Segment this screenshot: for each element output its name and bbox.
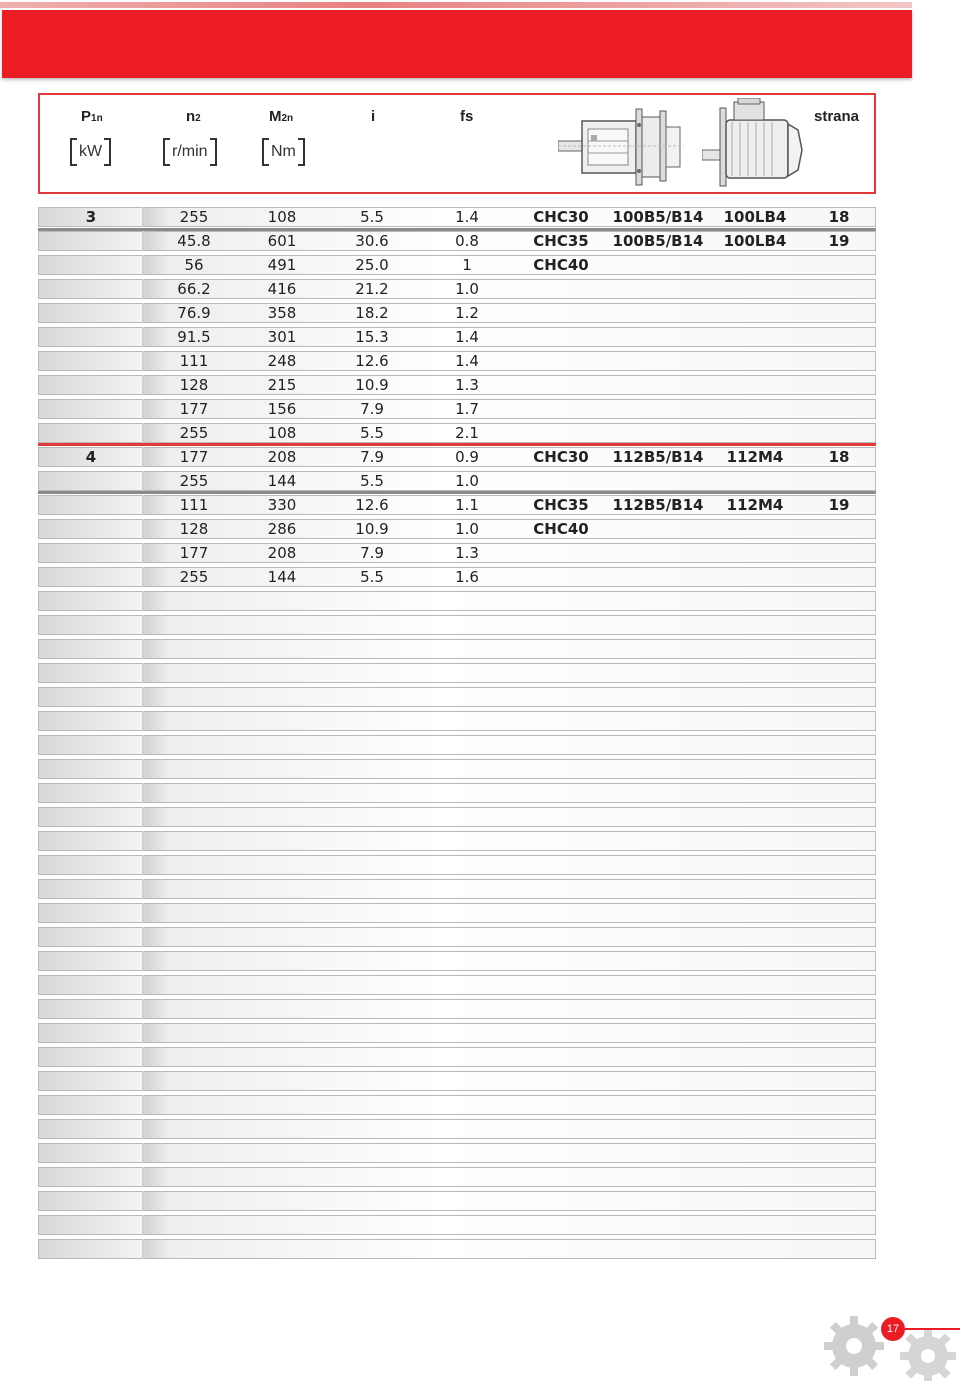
table-row bbox=[38, 231, 876, 251]
empty-table-row bbox=[38, 1167, 876, 1187]
cell-speed: 255 bbox=[179, 208, 209, 226]
cell-torque: 208 bbox=[267, 544, 297, 562]
column-separator bbox=[142, 879, 144, 899]
empty-table-row bbox=[38, 711, 876, 731]
cell-motor: 112M4 bbox=[726, 448, 784, 466]
column-separator bbox=[142, 615, 144, 635]
cell-power bbox=[41, 520, 141, 538]
table-row bbox=[38, 375, 876, 395]
header-p1n: P1n bbox=[81, 108, 103, 125]
column-separator bbox=[142, 1095, 144, 1115]
table-row bbox=[38, 399, 876, 419]
table-row bbox=[38, 255, 876, 275]
column-separator bbox=[142, 1119, 144, 1139]
cell-torque: 208 bbox=[267, 448, 297, 466]
cell-ratio: 5.5 bbox=[360, 472, 384, 490]
cell-speed: 128 bbox=[179, 376, 209, 394]
table-row bbox=[38, 567, 876, 587]
cell-speed: 91.5 bbox=[177, 328, 211, 346]
table-row bbox=[38, 423, 876, 443]
cell-torque: 416 bbox=[267, 280, 297, 298]
table-row bbox=[38, 303, 876, 323]
column-separator bbox=[142, 807, 144, 827]
column-separator bbox=[142, 855, 144, 875]
cell-power bbox=[41, 352, 141, 370]
cell-page bbox=[789, 568, 889, 586]
cell-flange bbox=[608, 400, 708, 418]
column-separator bbox=[142, 951, 144, 971]
cell-speed: 56 bbox=[184, 256, 204, 274]
empty-table-row bbox=[38, 1023, 876, 1043]
cell-speed: 255 bbox=[179, 472, 209, 490]
cell-page: 18 bbox=[828, 208, 850, 226]
column-separator bbox=[142, 1143, 144, 1163]
cell-torque: 248 bbox=[267, 352, 297, 370]
cell-torque: 358 bbox=[267, 304, 297, 322]
empty-table-row bbox=[38, 1239, 876, 1259]
empty-table-row bbox=[38, 855, 876, 875]
column-separator bbox=[142, 1047, 144, 1067]
cell-page bbox=[789, 352, 889, 370]
cell-service-factor: 1.1 bbox=[455, 496, 479, 514]
cell-ratio: 7.9 bbox=[360, 544, 384, 562]
cell-ratio: 7.9 bbox=[360, 400, 384, 418]
cell-flange bbox=[608, 352, 708, 370]
cell-service-factor: 1 bbox=[462, 256, 472, 274]
cell-power bbox=[41, 232, 141, 250]
cell-power: 4 bbox=[85, 448, 97, 466]
cell-ratio: 10.9 bbox=[355, 520, 389, 538]
unit-nm: Nm bbox=[262, 138, 305, 166]
table-row bbox=[38, 447, 876, 467]
cell-gearbox-type: CHC35 bbox=[533, 232, 589, 250]
table-row bbox=[38, 543, 876, 563]
cell-gearbox-type bbox=[511, 568, 611, 586]
cell-power: 3 bbox=[85, 208, 97, 226]
cell-power bbox=[41, 568, 141, 586]
cell-page bbox=[789, 472, 889, 490]
cell-power bbox=[41, 304, 141, 322]
cell-page bbox=[789, 304, 889, 322]
header-banner bbox=[2, 10, 912, 78]
gearbox-drawing-icon bbox=[558, 101, 684, 187]
cell-torque: 144 bbox=[267, 568, 297, 586]
column-separator bbox=[142, 1239, 144, 1259]
group-divider bbox=[38, 228, 876, 231]
empty-table-row bbox=[38, 951, 876, 971]
column-separator bbox=[142, 1215, 144, 1235]
cell-ratio: 7.9 bbox=[360, 448, 384, 466]
cell-flange bbox=[608, 304, 708, 322]
column-separator bbox=[142, 903, 144, 923]
cell-service-factor: 2.1 bbox=[455, 424, 479, 442]
column-separator bbox=[142, 591, 144, 611]
column-separator bbox=[142, 639, 144, 659]
cell-service-factor: 1.0 bbox=[455, 520, 479, 538]
cell-flange bbox=[608, 280, 708, 298]
cell-service-factor: 1.4 bbox=[455, 328, 479, 346]
cell-gearbox-type bbox=[511, 376, 611, 394]
column-separator bbox=[142, 783, 144, 803]
table-row bbox=[38, 519, 876, 539]
cell-power bbox=[41, 472, 141, 490]
cell-power bbox=[41, 496, 141, 514]
header-m2n: M2n bbox=[269, 108, 294, 125]
page-number-line bbox=[905, 1328, 960, 1330]
cell-speed: 177 bbox=[179, 544, 209, 562]
cell-speed: 76.9 bbox=[177, 304, 211, 322]
cell-power bbox=[41, 544, 141, 562]
cell-ratio: 21.2 bbox=[355, 280, 389, 298]
table-row bbox=[38, 471, 876, 491]
unit-rmin: r/min bbox=[163, 138, 217, 166]
cell-flange bbox=[608, 328, 708, 346]
cell-service-factor: 1.0 bbox=[455, 280, 479, 298]
cell-power bbox=[41, 424, 141, 442]
cell-flange bbox=[608, 544, 708, 562]
cell-page bbox=[789, 400, 889, 418]
cell-page bbox=[789, 376, 889, 394]
cell-page bbox=[789, 256, 889, 274]
cell-flange bbox=[608, 376, 708, 394]
table-row bbox=[38, 351, 876, 371]
empty-table-row bbox=[38, 1119, 876, 1139]
cell-flange: 112B5/B14 bbox=[612, 448, 704, 466]
cell-ratio: 30.6 bbox=[355, 232, 389, 250]
cell-power bbox=[41, 280, 141, 298]
cell-gearbox-type bbox=[511, 352, 611, 370]
table-row bbox=[38, 279, 876, 299]
cell-page: 19 bbox=[828, 496, 850, 514]
empty-table-row bbox=[38, 1095, 876, 1115]
motor-drawing-icon bbox=[702, 98, 806, 188]
cell-ratio: 12.6 bbox=[355, 496, 389, 514]
column-separator bbox=[142, 1071, 144, 1091]
table-row bbox=[38, 495, 876, 515]
cell-motor: 100LB4 bbox=[723, 232, 787, 250]
cell-gearbox-type: CHC30 bbox=[533, 208, 589, 226]
cell-page: 19 bbox=[828, 232, 850, 250]
cell-gearbox-type bbox=[511, 424, 611, 442]
cell-torque: 491 bbox=[267, 256, 297, 274]
cell-speed: 45.8 bbox=[177, 232, 211, 250]
cell-gearbox-type bbox=[511, 328, 611, 346]
cell-service-factor: 1.6 bbox=[455, 568, 479, 586]
group-divider bbox=[38, 491, 876, 494]
empty-table-row bbox=[38, 927, 876, 947]
column-separator bbox=[142, 663, 144, 683]
cell-gearbox-type: CHC35 bbox=[533, 496, 589, 514]
empty-table-row bbox=[38, 687, 876, 707]
cell-flange bbox=[608, 256, 708, 274]
empty-table-row bbox=[38, 1191, 876, 1211]
table-header bbox=[38, 93, 876, 194]
cell-page bbox=[789, 280, 889, 298]
column-separator bbox=[142, 999, 144, 1019]
empty-table-row bbox=[38, 879, 876, 899]
cell-flange bbox=[608, 472, 708, 490]
cell-torque: 215 bbox=[267, 376, 297, 394]
empty-table-row bbox=[38, 1143, 876, 1163]
cell-speed: 111 bbox=[179, 352, 209, 370]
cell-speed: 177 bbox=[179, 448, 209, 466]
cell-flange: 112B5/B14 bbox=[612, 496, 704, 514]
cell-torque: 601 bbox=[267, 232, 297, 250]
cell-power bbox=[41, 400, 141, 418]
column-separator bbox=[142, 927, 144, 947]
cell-speed: 177 bbox=[179, 400, 209, 418]
empty-table-row bbox=[38, 807, 876, 827]
cell-power bbox=[41, 376, 141, 394]
empty-table-row bbox=[38, 1071, 876, 1091]
cell-ratio: 5.5 bbox=[360, 424, 384, 442]
empty-table-row bbox=[38, 615, 876, 635]
cell-gearbox-type: CHC40 bbox=[533, 520, 589, 538]
header-fs: fs bbox=[460, 108, 474, 125]
cell-flange bbox=[608, 520, 708, 538]
table-row bbox=[38, 207, 876, 227]
cell-speed: 255 bbox=[179, 424, 209, 442]
empty-table-row bbox=[38, 1215, 876, 1235]
cell-ratio: 5.5 bbox=[360, 568, 384, 586]
page-number: 17 bbox=[881, 1317, 905, 1341]
cell-gearbox-type bbox=[511, 280, 611, 298]
column-separator bbox=[142, 735, 144, 755]
column-separator bbox=[142, 1023, 144, 1043]
cell-power bbox=[41, 256, 141, 274]
cell-service-factor: 1.7 bbox=[455, 400, 479, 418]
cell-flange bbox=[608, 568, 708, 586]
cell-speed: 255 bbox=[179, 568, 209, 586]
header-strana: strana bbox=[814, 108, 860, 125]
cell-gearbox-type: CHC40 bbox=[533, 256, 589, 274]
empty-table-row bbox=[38, 783, 876, 803]
table-row bbox=[38, 327, 876, 347]
empty-table-row bbox=[38, 639, 876, 659]
cell-torque: 108 bbox=[267, 208, 297, 226]
header-i: i bbox=[371, 108, 376, 125]
column-separator bbox=[142, 687, 144, 707]
cell-service-factor: 0.8 bbox=[455, 232, 479, 250]
cell-torque: 330 bbox=[267, 496, 297, 514]
empty-table-row bbox=[38, 663, 876, 683]
column-separator bbox=[142, 1191, 144, 1211]
cell-page bbox=[789, 328, 889, 346]
empty-table-row bbox=[38, 1047, 876, 1067]
cell-speed: 111 bbox=[179, 496, 209, 514]
cell-service-factor: 1.3 bbox=[455, 544, 479, 562]
cell-flange: 100B5/B14 bbox=[612, 232, 704, 250]
group-divider bbox=[38, 443, 876, 446]
unit-kw: kW bbox=[70, 138, 111, 166]
cell-torque: 156 bbox=[267, 400, 297, 418]
empty-table-row bbox=[38, 735, 876, 755]
column-separator bbox=[142, 975, 144, 995]
column-separator bbox=[142, 831, 144, 851]
empty-table-row bbox=[38, 999, 876, 1019]
cell-motor: 100LB4 bbox=[723, 208, 787, 226]
cell-ratio: 12.6 bbox=[355, 352, 389, 370]
cell-gearbox-type bbox=[511, 400, 611, 418]
cell-torque: 301 bbox=[267, 328, 297, 346]
cell-service-factor: 1.4 bbox=[455, 208, 479, 226]
cell-speed: 66.2 bbox=[177, 280, 211, 298]
column-separator bbox=[142, 759, 144, 779]
empty-table-row bbox=[38, 591, 876, 611]
cell-service-factor: 1.2 bbox=[455, 304, 479, 322]
cell-gearbox-type bbox=[511, 472, 611, 490]
cell-torque: 286 bbox=[267, 520, 297, 538]
cell-service-factor: 1.3 bbox=[455, 376, 479, 394]
column-separator bbox=[142, 711, 144, 731]
cell-ratio: 18.2 bbox=[355, 304, 389, 322]
cell-flange bbox=[608, 424, 708, 442]
cell-page bbox=[789, 424, 889, 442]
cell-motor: 112M4 bbox=[726, 496, 784, 514]
empty-table-row bbox=[38, 975, 876, 995]
cell-torque: 144 bbox=[267, 472, 297, 490]
cell-ratio: 25.0 bbox=[355, 256, 389, 274]
cell-service-factor: 1.0 bbox=[455, 472, 479, 490]
cell-ratio: 5.5 bbox=[360, 208, 384, 226]
cell-torque: 108 bbox=[267, 424, 297, 442]
cell-ratio: 15.3 bbox=[355, 328, 389, 346]
cell-power bbox=[41, 328, 141, 346]
cell-service-factor: 0.9 bbox=[455, 448, 479, 466]
empty-table-row bbox=[38, 903, 876, 923]
cell-ratio: 10.9 bbox=[355, 376, 389, 394]
cell-gearbox-type: CHC30 bbox=[533, 448, 589, 466]
empty-table-row bbox=[38, 831, 876, 851]
cell-speed: 128 bbox=[179, 520, 209, 538]
cell-gearbox-type bbox=[511, 544, 611, 562]
cell-gearbox-type bbox=[511, 304, 611, 322]
top-accent-line bbox=[0, 2, 912, 8]
empty-table-row bbox=[38, 759, 876, 779]
cell-flange: 100B5/B14 bbox=[612, 208, 704, 226]
cell-page bbox=[789, 520, 889, 538]
cell-service-factor: 1.4 bbox=[455, 352, 479, 370]
column-separator bbox=[142, 1167, 144, 1187]
cell-page bbox=[789, 544, 889, 562]
cell-page: 18 bbox=[828, 448, 850, 466]
header-n2: n2 bbox=[186, 108, 201, 125]
